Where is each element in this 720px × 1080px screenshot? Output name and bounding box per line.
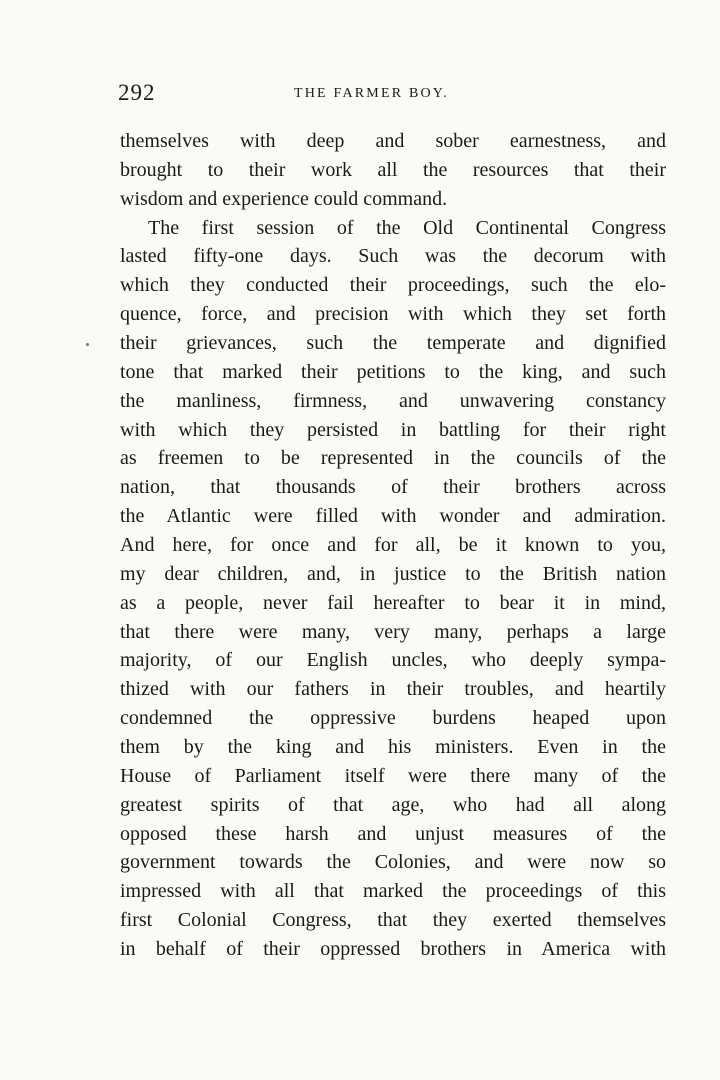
text-line: nation, that thousands of their brothers across xyxy=(120,476,666,499)
body-text xyxy=(120,127,666,964)
text-line: House of Parliament itself were there many of the xyxy=(120,764,666,787)
text-line: thized with our fathers in their troubles, and heartily xyxy=(120,678,666,701)
text-line: with which they persisted in battling for their right xyxy=(120,418,666,441)
text-line: as a people, never fail hereafter to bear it in mind, xyxy=(120,591,666,614)
text-line: majority, of our English uncles, who deeply sympa- xyxy=(120,649,666,672)
text-line: them by the king and his ministers. Even in the xyxy=(120,736,666,759)
text-line: And here, for once and for all, be it known to you, xyxy=(120,534,666,557)
page-header xyxy=(118,80,666,110)
running-title: THE FARMER BOY. xyxy=(294,86,450,101)
text-line: quence, force, and precision with which they set forth xyxy=(120,303,666,326)
text-line: which they conducted their proceedings, such the elo- xyxy=(120,274,666,297)
text-line: impressed with all that marked the proceedings of this xyxy=(120,880,666,903)
text-line: tone that marked their petitions to the king, and such xyxy=(120,360,666,383)
text-line: the Atlantic were filled with wonder and admiration. xyxy=(120,505,666,528)
text-line: the manliness, firmness, and unwavering constancy xyxy=(120,389,666,412)
text-line: condemned the oppressive burdens heaped upon xyxy=(120,707,666,730)
text-line: in behalf of their oppressed brothers in America with xyxy=(120,938,666,961)
text-line: themselves with deep and sober earnestness, and xyxy=(120,130,666,152)
margin-speck xyxy=(86,343,89,346)
text-line: that there were many, very many, perhaps a large xyxy=(120,620,666,643)
text-line: their grievances, such the temperate and dignified xyxy=(120,332,666,355)
text-line: The first session of the Old Continental Congress xyxy=(148,216,666,239)
text-line: brought to their work all the resources that their xyxy=(120,158,666,181)
text-line: opposed these harsh and unjust measures of the xyxy=(120,822,666,845)
page-number: 292 xyxy=(118,80,156,105)
text-line: first Colonial Congress, that they exerted themselves xyxy=(120,909,666,932)
text-line: government towards the Colonies, and were now so xyxy=(120,851,666,874)
text-line: lasted fifty-one days. Such was the decorum with xyxy=(120,245,666,268)
text-line: as freemen to be represented in the councils of the xyxy=(120,447,666,470)
text-line: my dear children, and, in justice to the British nation xyxy=(120,562,666,585)
text-line: wisdom and experience could command. xyxy=(120,187,448,210)
text-line: greatest spirits of that age, who had all along xyxy=(120,793,666,816)
